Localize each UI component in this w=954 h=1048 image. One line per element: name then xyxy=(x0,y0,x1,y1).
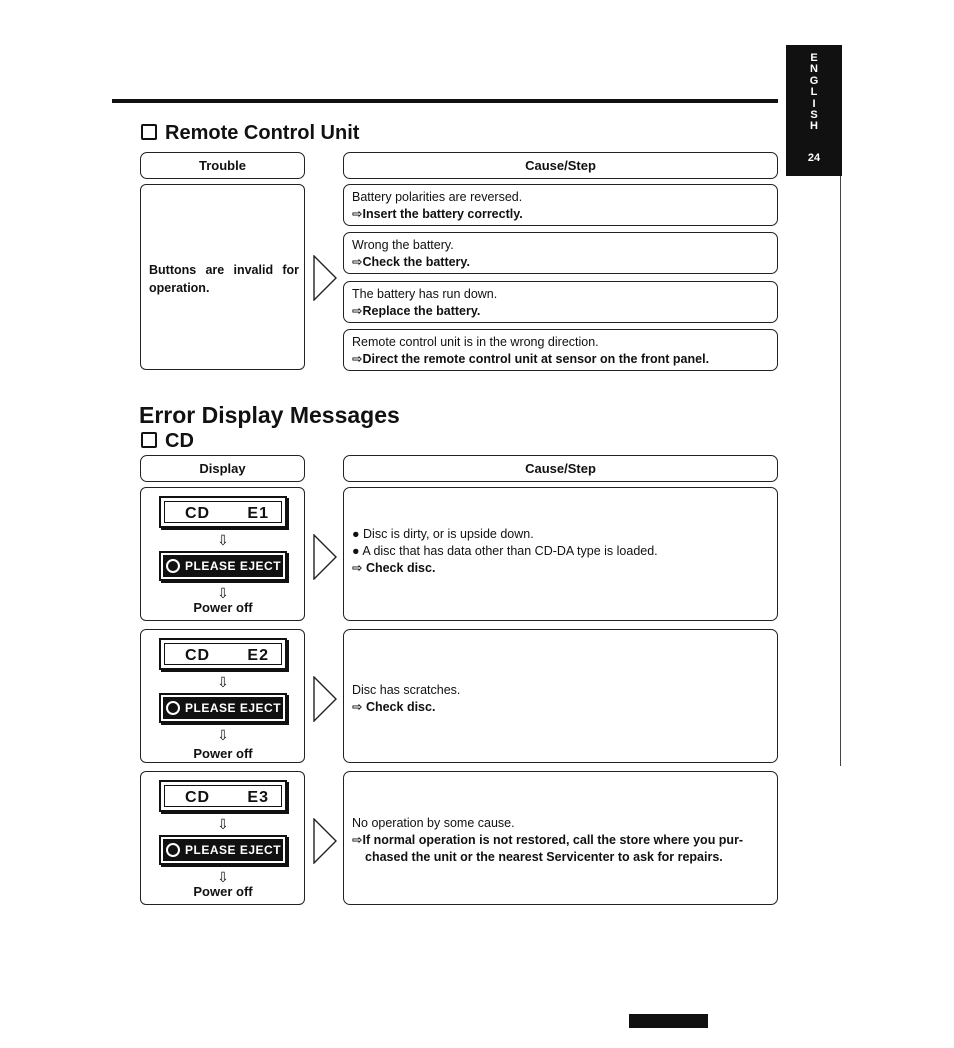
down-arrow-icon: ⇩ xyxy=(217,532,229,548)
disc-icon xyxy=(166,701,180,715)
step-text: ⇨Insert the battery correctly. xyxy=(352,207,523,221)
cause-line: ● A disc that has data other than CD-DA type is loaded. xyxy=(352,544,658,558)
cause-line: ● Disc is dirty, or is upside down. xyxy=(352,527,534,541)
lcd-error-code: E2 xyxy=(247,647,269,664)
eject-text: PLEASE EJECT xyxy=(185,843,282,857)
power-off-label: Power off xyxy=(193,746,253,761)
lcd-error-code: E3 xyxy=(247,789,269,806)
eject-text: PLEASE EJECT xyxy=(185,559,282,573)
language-label xyxy=(786,53,842,133)
arrow-right-icon xyxy=(313,534,337,580)
lcd-error-code: E1 xyxy=(247,505,269,522)
language-letter: L xyxy=(810,86,818,99)
cause-step-header: Cause/Step xyxy=(343,152,778,179)
arrow-right-icon xyxy=(313,255,337,301)
language-letter: S xyxy=(810,109,818,122)
cause-line: No operation by some cause. xyxy=(352,816,515,830)
arrow-right-icon xyxy=(313,818,337,864)
error-section-title: Error Display Messages xyxy=(139,402,400,428)
cause-text: Battery polarities are reversed. xyxy=(352,190,523,204)
cause-text: The battery has run down. xyxy=(352,287,498,301)
lcd-source: CD xyxy=(185,789,211,806)
language-letter: H xyxy=(810,120,818,133)
footer-bar xyxy=(629,1014,708,1028)
down-arrow-icon: ⇩ xyxy=(217,816,229,832)
lcd-display-e1 xyxy=(159,496,287,528)
trouble-panel xyxy=(140,184,305,370)
checkbox-square-icon xyxy=(141,124,157,140)
trouble-text: Buttons are invalid for operation. xyxy=(149,263,299,295)
step-text: ⇨ Check disc. xyxy=(352,700,436,714)
language-tab xyxy=(786,45,842,176)
cause-box-4 xyxy=(343,329,778,371)
cause-box-3 xyxy=(343,281,778,323)
arrow-right-icon xyxy=(313,676,337,722)
step-text: ⇨If normal operation is not restored, call the store where you pur- xyxy=(352,833,744,847)
trouble-header: Trouble xyxy=(140,152,305,179)
lcd-display-e2 xyxy=(159,638,287,670)
down-arrow-icon: ⇩ xyxy=(217,585,229,601)
please-eject-display xyxy=(159,551,287,581)
power-off-label: Power off xyxy=(193,600,253,615)
display-header: Display xyxy=(140,455,305,482)
cause-text: Wrong the battery. xyxy=(352,238,454,252)
language-letter: G xyxy=(809,74,819,87)
cause-text: Remote control unit is in the wrong direction. xyxy=(352,335,599,349)
disc-icon xyxy=(166,843,180,857)
down-arrow-icon: ⇩ xyxy=(217,869,229,885)
step-text: ⇨Replace the battery. xyxy=(352,304,481,318)
cause-box-1 xyxy=(343,184,778,226)
cd-subtitle-text: CD xyxy=(165,430,194,452)
cd-subtitle xyxy=(141,430,194,453)
error-cause-box-2 xyxy=(343,629,778,763)
disc-icon xyxy=(166,559,180,573)
error-cause-box-1 xyxy=(343,487,778,621)
page-number: 24 xyxy=(807,152,821,164)
checkbox-square-icon xyxy=(141,432,157,448)
right-margin-rule xyxy=(840,176,841,766)
cause-box-2 xyxy=(343,232,778,274)
lcd-source: CD xyxy=(185,647,211,664)
display-panel-e3 xyxy=(140,771,305,905)
down-arrow-icon: ⇩ xyxy=(217,727,229,743)
remote-section-title xyxy=(141,122,359,145)
power-off-label: Power off xyxy=(193,884,253,899)
please-eject-display xyxy=(159,693,287,723)
top-rule xyxy=(112,99,778,103)
step-text: ⇨ Check disc. xyxy=(352,561,436,575)
language-letter: I xyxy=(812,97,816,110)
step-text: ⇨Direct the remote control unit at sensor on the front panel. xyxy=(352,352,710,366)
error-cause-box-3 xyxy=(343,771,778,905)
eject-text: PLEASE EJECT xyxy=(185,701,282,715)
display-panel-e1 xyxy=(140,487,305,621)
step-text-continued: chased the unit or the nearest Servicenter to ask for repairs. xyxy=(365,850,723,864)
down-arrow-icon: ⇩ xyxy=(217,674,229,690)
cause-line: Disc has scratches. xyxy=(352,683,461,697)
language-letter: E xyxy=(810,52,818,64)
language-letter: N xyxy=(810,63,818,76)
error-cause-step-header: Cause/Step xyxy=(343,455,778,482)
lcd-source: CD xyxy=(185,505,211,522)
step-text: ⇨Check the battery. xyxy=(352,255,470,269)
display-panel-e2 xyxy=(140,629,305,763)
please-eject-display xyxy=(159,835,287,865)
lcd-display-e3 xyxy=(159,780,287,812)
remote-title-text: Remote Control Unit xyxy=(165,122,360,144)
